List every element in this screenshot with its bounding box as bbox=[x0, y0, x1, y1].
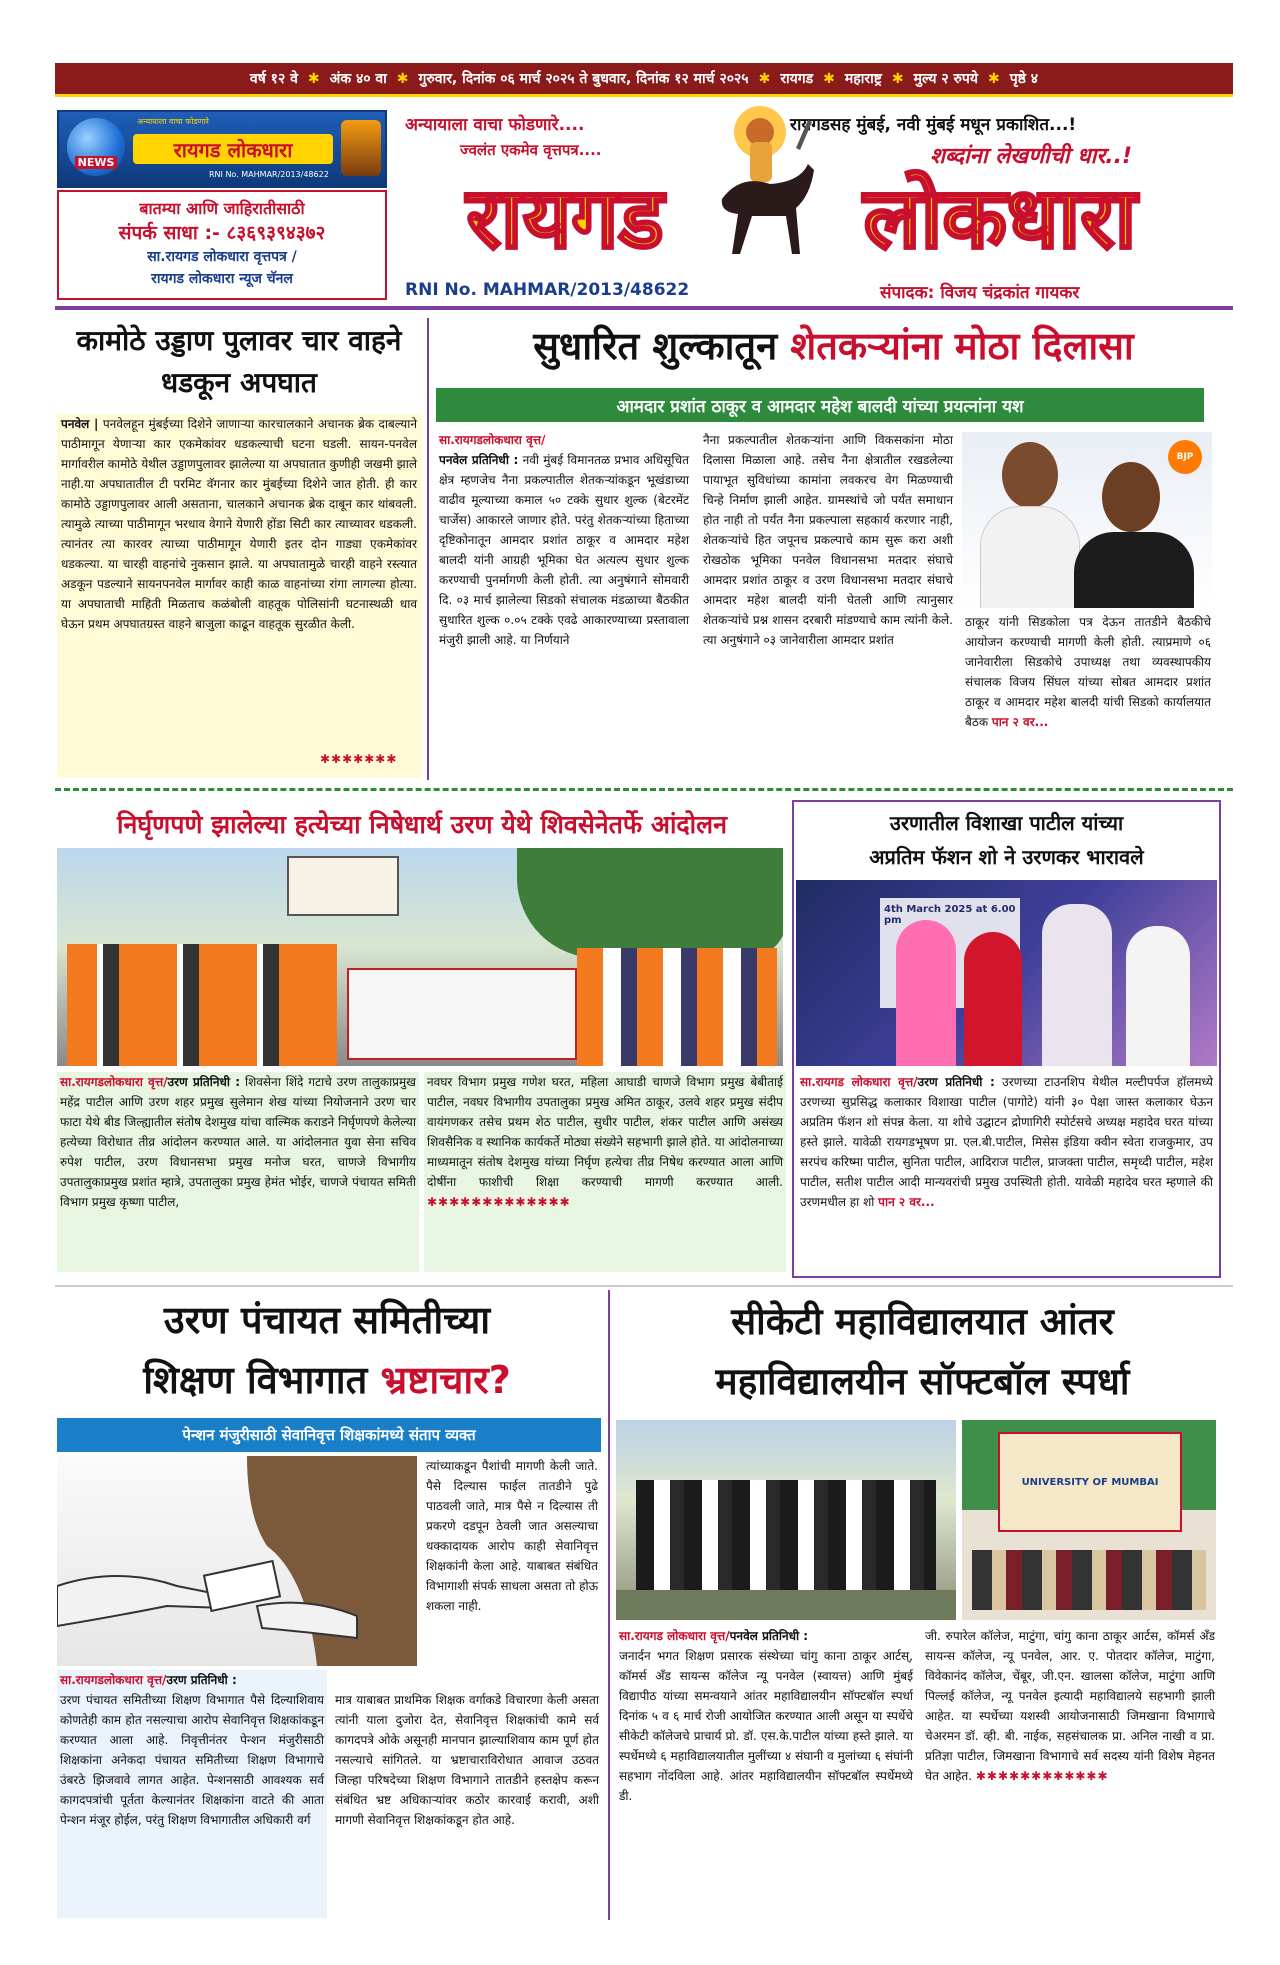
story2-subhead: आमदार प्रशांत ठाकूर व आमदार महेश बालदी यांच्या प्रयत्नांना यश bbox=[436, 388, 1204, 422]
story5-headline-2b: भ्रष्टाचार? bbox=[380, 1358, 511, 1402]
story2-headline bbox=[436, 316, 1231, 376]
story2-byline: सा.रायगडलोकधारा वृत्त/ bbox=[439, 433, 546, 447]
issue: अंक ४० वा bbox=[329, 71, 387, 87]
guests-row bbox=[972, 1550, 1206, 1610]
story2-col3-text: ठाकूर यांनी सिडकोला पत्र देऊन तातडीने बैठकीचे आयोजन करण्याची मागणी केली होती. त्याप्रमाणे ०६ जानेवारीला सिडकोचे उपाध्यक्ष तथा व्यवस्थापकीय संचालक विजय सिंघल यांच्या सोबत आमदार प्रशांत ठाकूर व आमदार महेश बालदी यांची सिडको कार्यालयात बैठक bbox=[965, 615, 1211, 729]
ad-line-1: बातम्या आणि जाहिरातीसाठी bbox=[139, 199, 305, 218]
tree-icon bbox=[517, 848, 783, 958]
column-divider-2 bbox=[608, 1290, 610, 1920]
story6-dateline: पनवेल प्रतिनिधी : bbox=[729, 1629, 809, 1643]
story3-photo bbox=[57, 848, 783, 1066]
story6-col2 bbox=[922, 1626, 1218, 1916]
masthead-divider bbox=[55, 306, 1233, 310]
story4-continued-link[interactable]: पान २ वर... bbox=[878, 1195, 935, 1209]
team-players-group bbox=[636, 1480, 936, 1590]
section-divider-1 bbox=[55, 788, 1233, 791]
globe-icon bbox=[67, 118, 125, 176]
story1-headline: कामोठे उड्डाण पुलावर चार वाहने धडकून अपघात bbox=[76, 324, 402, 399]
tagline-right-2: शब्दांना लेखणीची धार..! bbox=[930, 144, 1133, 169]
ground bbox=[616, 1590, 956, 1620]
tagline-right-1: रायगडसह मुंबई, नवी मुंबई मधून प्रकाशित...! bbox=[790, 115, 1077, 135]
bribe-hands-icon bbox=[57, 1456, 417, 1666]
tagline-left-1: अन्यायाला वाचा फोडणारे.... bbox=[405, 115, 585, 135]
ad-line-4: रायगड लोकधारा न्यूज चॅनल bbox=[151, 271, 293, 287]
politician-1-head bbox=[1002, 442, 1058, 508]
masthead-title-left: रायगड bbox=[466, 169, 664, 267]
story4-dateline: उरण प्रतिनिधी : bbox=[917, 1075, 995, 1089]
story2-headline-part2: शेतकऱ्यांना मोठा दिलासा bbox=[790, 324, 1134, 368]
story6-photo-team bbox=[616, 1420, 956, 1620]
woman-white-figure bbox=[1126, 926, 1190, 1066]
warrior-on-horse-icon bbox=[700, 104, 820, 274]
story5-col1-text: उरण पंचायत समितीच्या शिक्षण विभागात पैसे दिल्याशिवाय कोणतेही काम होत नसल्याचा आरोप सेवानिवृत्त शिक्षकांकडून करण्यात आला आहे. निवृत्तीनंतर पेन्शन मंजुरीसाठी शिक्षकांना अनेकदा पंचायत समितीच्या शिक्षण विभागाचे उंबरठे झिजवावे लागत आहेत. पेन्शनसाठी आवश्यक सर्व कागदपत्रांची पूर्तता केल्यानंतर शिक्षकांना वाटते की आता पेन्शन मंजूर होईल, परंतु शिक्षण विभागातील अधिकारी वर्ग bbox=[60, 1693, 324, 1827]
ad-contact-box bbox=[57, 190, 387, 300]
story3-headline: निर्घृणपणे झालेल्या हत्येच्या निषेधार्थ उरण येथे शिवसेनेतर्फे आंदोलन bbox=[117, 810, 727, 839]
story6-col2-text: जी. रुपारेल कॉलेज, माटुंगा, चांगु काना ठाकूर आर्टस, कॉमर्स अँड सायन्स कॉलेज, न्यू पनवेल, आर. ए. पोतदार कॉलेज, माटुंगा, विवेकानंद कॉलेज, चेंबूर, जी.एन. खालसा कॉलेज, माटुंगा आणि पिल्लई कॉलेज, न्यू पनवेल इत्यादी महाविद्यालये सहभागी झाली आहेत. या स्पर्धेच्या यशस्वी आयोजनासाठी जिमखाना विभागाचे चेअरमन डॉ. व्ही. बी. नाईक, सहसंचालक प्रा. अनिल नाखी व प्रा. प्रतिज्ञा पाटील, जिमखाना विभागाचे सर्व सदस्य यांनी विशेष मेहनत घेत आहेत. bbox=[925, 1629, 1215, 1783]
story4-photo bbox=[796, 880, 1217, 1066]
politician-2-head bbox=[1102, 462, 1160, 532]
story4-headline-1: उरणातील विशाखा पाटील यांच्या bbox=[889, 811, 1124, 835]
shivaji-mini-icon bbox=[341, 120, 381, 176]
bjp-label: BJP bbox=[1176, 452, 1194, 462]
story1-dateline: पनवेल | bbox=[61, 417, 99, 431]
ad-line-3: सा.रायगड लोकधारा वृत्तपत्र / bbox=[147, 249, 297, 265]
story2-photo bbox=[962, 432, 1212, 608]
masthead-title-right: लोकधारा bbox=[863, 169, 1137, 267]
story5-side-text: त्यांच्याकडून पैशांची मागणी केली जाते. पैसे दिल्यास फाईल तातडीने पुढे पाठवली जाते, मात्र पैसे न दिल्यास ती प्रकरणे दडपून ठेवली जात असल्याचा धक्कादायक आरोप काही सेवानिवृत्त शिक्षकांनी केला आहे. याबाबत संबंधित विभागाशी संपर्क साधला असता तो होऊ शकला नाही. bbox=[426, 1459, 598, 1613]
story2-dateline: पनवेल प्रतिनिधी : bbox=[439, 453, 519, 467]
protest-banner bbox=[347, 968, 577, 1060]
man-guest-figure bbox=[1042, 904, 1112, 1066]
news-badge: NEWS bbox=[75, 156, 118, 169]
story4-body bbox=[798, 1072, 1215, 1272]
woman-red-figure bbox=[964, 932, 1022, 1066]
politician-2-body bbox=[1074, 532, 1194, 608]
story2-headline-part1: सुधारित शुल्कातून bbox=[533, 324, 778, 368]
logo-small-left: अन्यायाला वाचा फोडणारे bbox=[137, 117, 209, 126]
protester-group-left bbox=[67, 944, 337, 1066]
story5-col2: मात्र याबाबत प्राथमिक शिक्षक वर्गाकडे विचारणा केली असता त्यांनी याला दुजोरा देत, सेवानिवृत्त शिक्षकांची कामे सर्व कागदपत्रे ओके असूनही मानपान झाल्याशिवाय काम पूर्ण होत नसल्याचे सांगितले. या भ्रष्टाचाराविरोधात आवाज उठवत जिल्हा परिषदेच्या शिक्षण विभागाने तातडीने हस्तक्षेप करून संबंधित भ्रष्ट अधिकाऱ्यांवर कठोर कारवाई करावी, अशी मागणी सेवानिवृत्त शिक्षकांकडून होत आहे. bbox=[335, 1693, 599, 1827]
story3-col1 bbox=[57, 1072, 419, 1272]
editor-name: संपादक: विजय चंद्रकांत गायकर bbox=[880, 283, 1080, 303]
story2-col3 bbox=[962, 612, 1214, 780]
story5-dateline: उरण प्रतिनिधी : bbox=[166, 1673, 237, 1687]
story1-body bbox=[57, 414, 421, 778]
logo-small-right: RNI No. MAHMAR/2013/48622 bbox=[209, 170, 329, 179]
woman-pink-figure bbox=[896, 920, 956, 1066]
story3-col2 bbox=[424, 1072, 786, 1272]
story6-byline: सा.रायगड लोकधारा वृत्त/ bbox=[619, 1629, 730, 1643]
protester-group-right bbox=[577, 948, 777, 1066]
bjp-lotus-icon bbox=[1168, 440, 1202, 474]
story6-col1 bbox=[616, 1626, 916, 1916]
tagline-left-2: ज्वलंत एकमेव वृत्तपत्र.... bbox=[460, 141, 602, 159]
story4-headline-2: अप्रतिम फॅशन शो ने उरणकर भारावले bbox=[869, 845, 1144, 869]
stage-banner bbox=[998, 1432, 1182, 1532]
story4-byline: सा.रायगड लोकधारा वृत्त/ bbox=[800, 1075, 918, 1089]
column-divider-1 bbox=[427, 318, 429, 780]
story3-byline: सा.रायगडलोकधारा वृत्त/ bbox=[60, 1075, 168, 1089]
event-banner-date: 4th March 2025 at 6.00 pm bbox=[884, 904, 1016, 926]
story5-byline: सा.रायगडलोकधारा वृत्त/ bbox=[60, 1673, 167, 1687]
pages: पृष्ठे ४ bbox=[1009, 71, 1039, 87]
story2-col1 bbox=[436, 430, 692, 780]
story5-illustration bbox=[57, 1456, 417, 1666]
story3-col2-text: नवघर विभाग प्रमुख गणेश घरत, महिला आघाडी चाणजे विभाग प्रमुख बेबीताई पाटील, नवघर विभागीय उपतालुका प्रमुख अमित ठाकूर, उलवे शहर प्रमुख संदीप वायंगणकर तसेच प्रथम शेठ पाटील, सुधीर पाटील, शंकर पाटील आणि असंख्य शिवसैनिक व स्थानिक कार्यकर्ते मोठ्या संख्येने सहभागी झाले होते. या आंदोलनाच्या माध्यमातून संतोष देशमुख यांच्या निर्घृण हत्येचा तीव्र निषेध करण्यात आला आणि दोषींना फाशीची शिक्षा करण्याची मागणी करण्यात आली. bbox=[427, 1075, 783, 1189]
story6-dots: ✱✱✱✱✱✱✱✱✱✱✱✱ bbox=[975, 1769, 1109, 1783]
state: महाराष्ट्र bbox=[844, 71, 882, 87]
story2-col1-text: नवी मुंबई विमानतळ प्रभाव अधिसूचित क्षेत्र म्हणजेच नैना प्रकल्पातील शेतकऱ्यांकडून भूखंडाच्या वाढीव मूल्याच्या कमाल ५० टक्के सुधार शुल्क (बेटरमेंट चार्जेस) आकारले जाणार होते. परंतु शेतकऱ्यांच्या हिताच्या दृष्टिकोनातून आमदार प्रशांत ठाकूर व आमदार महेश बालदी यांनी आग्रही भूमिका घेत अत्यल्प सुधार शुल्क करण्याची पुनर्मागणी केली होती. त्या अनुषंगाने सोमवारी दि. ०३ मार्च झालेल्या सिडको संचालक मंडळाच्या बैठकीत सुधारित शुल्क ०.०५ टक्के एवढे आकारण्याच्या प्रस्तावाला मंजुरी झाली आहे. या निर्णयाने bbox=[439, 453, 689, 647]
story5-headline-2 bbox=[57, 1350, 597, 1410]
story2-continued-link[interactable]: पान २ वर... bbox=[991, 715, 1049, 729]
price: मुल्य २ रुपये bbox=[913, 71, 978, 87]
story4-text: उरणच्या टाउनशिप येथील मल्टीपर्पज हॉलमध्ये उरणच्या सुप्रसिद्ध कलाकार विशाखा पाटील (पागोटे) यांनी ३० पेक्षा जास्त कलाकार घेऊन अप्रतिम फॅशन शो संपन्न केला. या शोचे उद्घाटन द्रोणागिरी स्पोर्टसचे अध्यक्ष महादेव घरत यांच्या हस्ते झाले. यावेळी रायगडभूषण प्रा. एल.बी.पाटील, मिसेस इंडिया क्वीन स्वेता राजकुमार, उप सरपंच करिष्मा पाटील, सुनिता पाटील, आदिराज पाटील, प्राजक्ता पाटील, समृध्दी पाटील, महेश पाटील, सतीश पाटील आदी मान्यवरांची प्रमुख उपस्थिती होती. यावेळी महादेव घरत म्हणाले की उरणमधील हा शो bbox=[800, 1075, 1213, 1209]
story5-subhead: पेन्शन मंजुरीसाठी सेवानिवृत्त शिक्षकांमध्ये संताप व्यक्त bbox=[57, 1418, 601, 1452]
story2-col2: नैना प्रकल्पातील शेतकऱ्यांना आणि विकसकांना मोठा दिलासा मिळाला आहे. तसेच नैना क्षेत्रातील रखडलेल्या पायाभूत सुविधांच्या कामांना लवकरच वेग मिळण्याची चिन्हे निर्माण झाली आहेत. ग्रामस्थांचे जो पर्यंत समाधान होत नाही तो पर्यंत नैना प्रकल्पाला सहकार्य करणार नाही, शेतकऱ्यांचे हित जपूनच प्रकल्पाचे काम सुरू करा अशी रोखठोक भूमिका पनवेल विधानसभा मतदार संघाचे आमदार प्रशांत ठाकूर व उरण विधानसभा मतदार संघाचे आमदार महेश बालदी यांनी घेतली आणि त्यानुसार शेतकऱ्यांचे प्रश्न शासन दरबारी मांडण्याचे काम त्यांनी केले. त्या अनुषंगाने ०३ जानेवारीला आमदार प्रशांत bbox=[703, 433, 953, 647]
top-info-bar: वर्ष १२ वे ✱ अंक ४० वा ✱ गुरुवार, दिनांक ०६ मार्च २०२५ ते बुधवार, दिनांक १२ मार्च २०२५ ✱ रायगड ✱ महाराष्ट्र ✱ मुल्य २ रुपये ✱ पृष्ठे ४ bbox=[55, 63, 1233, 97]
story5-headline-2a: शिक्षण विभागात bbox=[143, 1358, 368, 1402]
date-range: गुरुवार, दिनांक ०६ मार्च २०२५ ते बुधवार, दिनांक १२ मार्च २०२५ bbox=[418, 71, 749, 87]
story6-headline-2: महाविद्यालयीन सॉफ्टबॉल स्पर्धा bbox=[715, 1360, 1130, 1403]
story6-col1-text: जनार्दन भगत शिक्षण प्रसारक संस्थेच्या चांगु काना ठाकूर आर्टस्, कॉमर्स अँड सायन्स कॉलेज न्यू पनवेल (स्वायत्त) आणि मुंबई विद्यापीठ यांच्या समन्वयाने आंतर महाविद्यालयीन सॉफ्टबॉल स्पर्धा दिनांक ५ व ६ मार्च रोजी आयोजित करण्यात आली असून या स्पर्धेचे सीकेटी कॉलेजचे प्राचार्य प्रो. डॉ. एस.के.पाटील यांच्या हस्ते झाले. या स्पर्धेमध्ये ६ महाविद्यालयातील मुलींच्या ४ संघानी व मुलांच्या ६ संघांनी सहभाग नोंदविला आहे. आंतर महाविद्यालयीन सॉफ्टबॉल स्पर्धेमध्ये डी. bbox=[619, 1649, 913, 1803]
rni-number: RNI No. MAHMAR/2013/48622 bbox=[405, 280, 690, 300]
story1-dots: ✱✱✱✱✱✱✱ bbox=[320, 752, 398, 766]
ad-line-2: संपर्क साधा :- ८३६९३९४३७२ bbox=[118, 222, 326, 244]
section-divider-2 bbox=[55, 1285, 1233, 1287]
volume: वर्ष १२ वे bbox=[249, 71, 298, 87]
politician-1-body bbox=[980, 506, 1080, 608]
story3-dots: ✱✱✱✱✱✱✱✱✱✱✱✱✱ bbox=[427, 1195, 571, 1209]
stage-banner-text: UNIVERSITY OF MUMBAI bbox=[1021, 1476, 1159, 1488]
story5-col1 bbox=[57, 1670, 327, 1918]
story3-col1-text: शिवसेना शिंदे गटाचे उरण तालुकाप्रमुख महेंद्र पाटील आणि उरण शहर प्रमुख सुलेमान शेख यांच्या नियोजनाने उरण चार फाटा येथे बीड जिल्ह्यातील संतोष देशमुख यांचा वाल्मिक कराडने निर्घृणपणे केलेल्या हत्येच्या विरोधात तीव्र आंदोलन करण्यात आले. या आंदोलनात युवा सेना सचिव रुपेश पाटील, उरण विधानसभा प्रमुख मनोज घरत, चाणजे विभागीय उपतालुकाप्रमुख प्रशांत म्हात्रे, उपतालुका प्रमुख हेमंत भोईर, चाणजे पंचायत समिती विभाग प्रमुख कृष्णा पाटील, bbox=[60, 1075, 416, 1209]
story5-headline-1: उरण पंचायत समितीच्या bbox=[163, 1298, 491, 1342]
logo-box bbox=[57, 110, 387, 188]
story6-headline-1: सीकेटी महाविद्यालयात आंतर bbox=[731, 1300, 1114, 1343]
district: रायगड bbox=[780, 71, 814, 87]
story6-photo-stage bbox=[962, 1420, 1216, 1620]
protest-board bbox=[287, 856, 399, 916]
story3-dateline: उरण प्रतिनिधी : bbox=[167, 1075, 241, 1089]
logo-title: रायगड लोकधारा bbox=[133, 134, 333, 164]
story1-text: पनवेलहून मुंबईच्या दिशेने जाणाऱ्या कारचालकाने अचानक ब्रेक दाबल्याने पाठीमागून येणाऱ्या कार एकमेकांवर धडकल्याची घटना घडली. सायन-पनवेल मार्गावरील कामोठे येथील उड्डाणपुलावर झालेल्या या अपघातात कुणीही जखमी झाले नाही.या अपघातातील टी परमिट वॅगनार कार मुंबईच्या दिशेने जात होती. ही कार कामोठे उड्डाणपुलावर आली असताना, चालकाने अचानक ब्रेक दाबून कार थांबवली. त्यामुळे त्याच्या पाठीमागून भरधाव वेगाने येणारी होंडा सिटी कार त्याच्यावर धडकली. त्यानंतर त्या कारवर त्याच्या पाठीमागून येणारी इतर दोन गाड्या एकमेकांवर धडकल्या. या चारही वाहनांचे नुकसान झाले. या अपघातामुळे चारही वाहने रस्त्यात अडकून पडल्याने सायनपनवेल मार्गावर काही काळ वाहनांच्या रांगा लागल्या होत्या. या अपघाताची माहिती मिळताच कळंबोली वाहतूक पोलिसांनी घटनास्थळी धाव घेऊन प्रथम अपघातग्रस्त वाहने बाजुला काढून वाहतूक सुरळीत केली. bbox=[61, 417, 417, 631]
